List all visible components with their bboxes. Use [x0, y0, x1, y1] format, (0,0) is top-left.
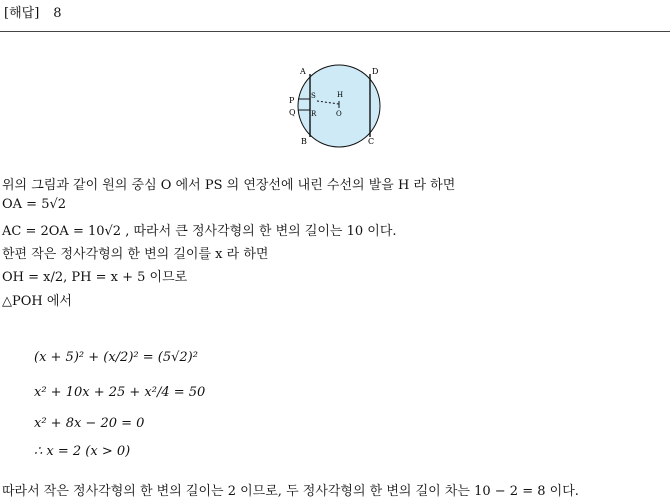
label-d: D — [372, 67, 379, 76]
label-r: R — [311, 110, 317, 118]
explanation-line-5: OH = x/2, PH = x + 5 이므로 — [2, 270, 188, 285]
header-divider — [0, 31, 670, 32]
answer-number: 8 — [53, 6, 62, 21]
explanation-line-2: OA = 5√2 — [2, 197, 67, 212]
label-b: B — [301, 137, 307, 146]
equation-2: x² + 10x + 25 + x²/4 = 50 — [34, 385, 206, 400]
equation-3: x² + 8x − 20 = 0 — [34, 416, 145, 431]
answer-label: [해답] — [4, 6, 40, 21]
label-a: A — [300, 67, 306, 76]
label-q: Q — [289, 108, 296, 117]
label-o: O — [336, 110, 342, 118]
answer-header — [4, 2, 62, 21]
circle-squares-figure — [284, 64, 388, 150]
label-p: P — [289, 96, 295, 105]
equation-4: ∴ x = 2 (x > 0) — [34, 444, 131, 459]
explanation-line-6: △POH 에서 — [2, 294, 72, 309]
explanation-line-3: AC = 2OA = 10√2 , 따라서 큰 정사각형의 한 변의 길이는 10 이다. — [2, 224, 397, 239]
equation-1: (x + 5)² + (x/2)² = (5√2)² — [34, 350, 198, 365]
explanation-line-4: 한편 작은 정사각형의 한 변의 길이를 x 라 하면 — [2, 247, 269, 262]
label-s: S — [311, 92, 316, 100]
conclusion-line: 따라서 작은 정사각형의 한 변의 길이는 2 이므로, 두 정사각형의 한 변의 길이 차는 10 − 2 = 8 이다. — [2, 484, 579, 499]
explanation-line-1: 위의 그림과 같이 원의 중심 O 에서 PS 의 연장선에 내린 수선의 발을 H 라 하면 — [2, 178, 456, 193]
label-h: H — [337, 91, 344, 99]
label-c: C — [368, 137, 375, 146]
